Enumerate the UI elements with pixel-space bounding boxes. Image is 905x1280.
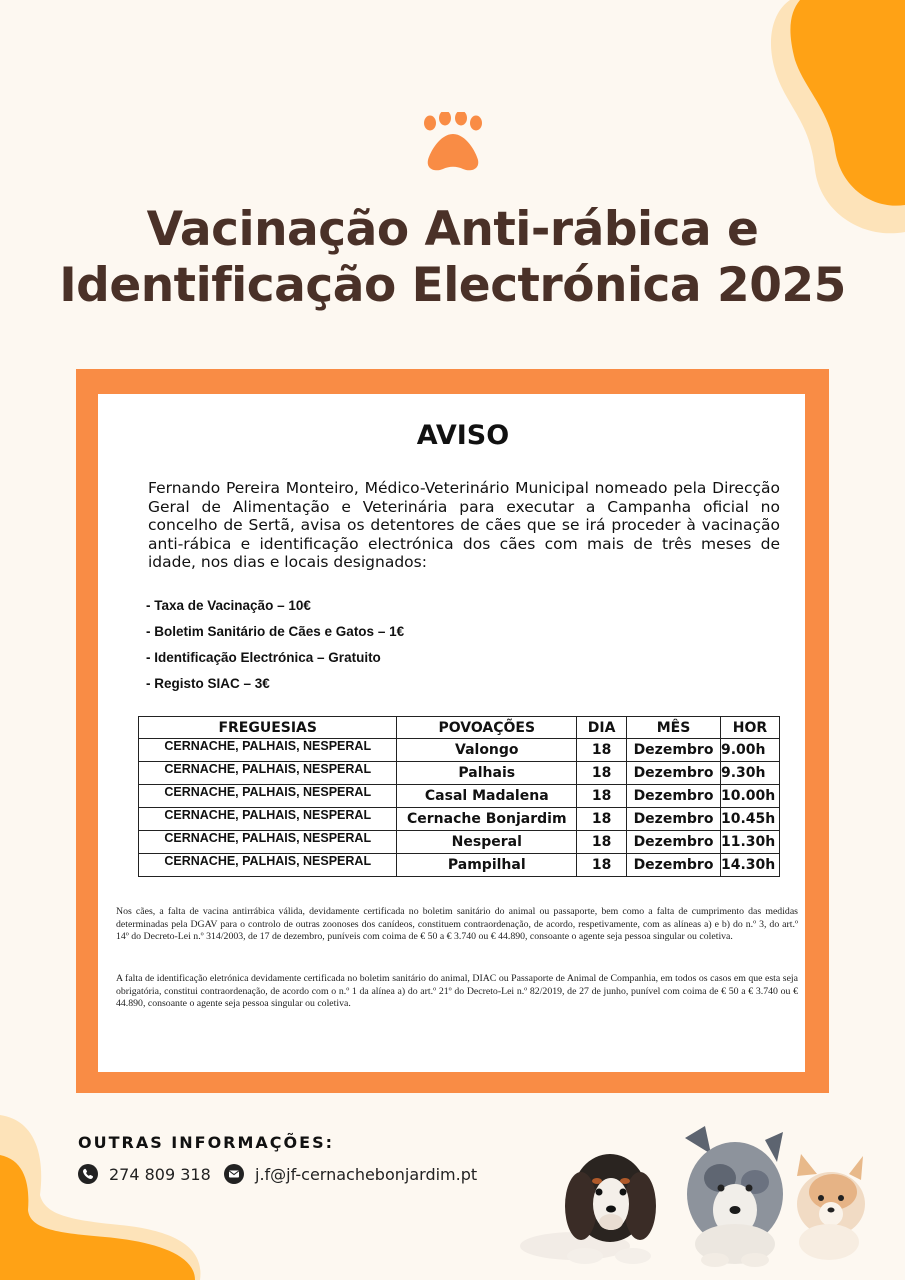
header-dia: DIA: [577, 717, 627, 739]
cell-mes: Dezembro: [627, 739, 721, 762]
cell-dia: 18: [577, 785, 627, 808]
legal-paragraph-vaccine: Nos cães, a falta de vacina antirrábica válida, devidamente certificada no boletim sanitário do animal ou passaporte, bem como a falta de cumprimento das medidas determinadas pela DGAV para o controlo de outras zoonoses dos canídeos, constituem contraordenação, de acordo, respetivamente, com as alíneas a) e b) do n.º 3, do art.º 14º do Decreto-Lei n.º 314/2003, de 17 de dezembro, puníveis com coima de € 50 a € 3.740 ou € 44.890, consoante o agente seja pessoa singular ou coletiva.: [116, 906, 798, 943]
cell-dia: 18: [577, 831, 627, 854]
table-row: [139, 739, 780, 762]
schedule-table: [138, 716, 780, 877]
cell-dia: 18: [577, 739, 627, 762]
fee-item: - Registo SIAC – 3€: [146, 676, 270, 691]
cell-dia: 18: [577, 762, 627, 785]
contact-heading: OUTRAS INFORMAÇÕES:: [78, 1133, 334, 1152]
email-address: j.f@jf-cernachebonjardim.pt: [255, 1164, 478, 1184]
phone-number: 274 809 318: [109, 1164, 211, 1184]
cell-hora: 14.30h: [721, 854, 780, 877]
table-row: [139, 854, 780, 877]
phone-contact[interactable]: [78, 1161, 211, 1187]
notice-intro: Fernando Pereira Monteiro, Médico-Veterinário Municipal nomeado pela Direcção Geral de Alimentação e Veterinária para executar a Campanha oficial no concelho de Sertã, avisa os detentores de cães que se irá proceder à vacinação anti-rábica e identificação electrónica dos cães com mais de três meses de idade, nos dias e locais designados:: [148, 479, 780, 571]
cell-freguesias: CERNACHE, PALHAIS, NESPERAL: [139, 739, 397, 762]
cell-freguesias: CERNACHE, PALHAIS, NESPERAL: [139, 831, 397, 854]
cell-dia: 18: [577, 808, 627, 831]
cell-mes: Dezembro: [627, 762, 721, 785]
cell-hora: 9.00h: [721, 739, 780, 762]
header-freguesias: FREGUESIAS: [139, 717, 397, 739]
cell-freguesias: CERNACHE, PALHAIS, NESPERAL: [139, 762, 397, 785]
phone-icon: [78, 1164, 98, 1184]
cell-hora: 10.45h: [721, 808, 780, 831]
dogs-photo: [515, 1118, 875, 1268]
fee-item: - Taxa de Vacinação – 10€: [146, 598, 311, 613]
page-title-line-2: Identificação Electrónica 2025: [59, 258, 846, 313]
cell-freguesias: CERNACHE, PALHAIS, NESPERAL: [139, 854, 397, 877]
fee-item: - Boletim Sanitário de Cães e Gatos – 1€: [146, 624, 405, 639]
fee-list: [146, 597, 566, 701]
cell-povoacao: Cernache Bonjardim: [397, 808, 577, 831]
email-contact[interactable]: [224, 1161, 477, 1187]
table-row: [139, 762, 780, 785]
page-title: [0, 202, 905, 314]
cell-freguesias: CERNACHE, PALHAIS, NESPERAL: [139, 808, 397, 831]
table-header-row: [139, 717, 780, 739]
cell-mes: Dezembro: [627, 785, 721, 808]
legal-paragraph-identification: A falta de identificação eletrónica devidamente certificada no boletim sanitário do animal, DIAC ou Passaporte de Animal de Companhia, em todos os casos em que esta seja obrigatória, constitui contraordenação, de acordo com o n.º 1 da alínea a) do art.º 21º do Decreto-Lei n.º 82/2019, de 27 de junho, punível com coima de € 50 a € 3.740 ou € 44.890, consoante o agente seja pessoa singular ou coletiva.: [116, 973, 798, 1010]
cell-povoacao: Valongo: [397, 739, 577, 762]
header-hora: HOR: [721, 717, 780, 739]
notice-heading: AVISO: [416, 420, 510, 451]
cell-freguesias: CERNACHE, PALHAIS, NESPERAL: [139, 785, 397, 808]
cell-dia: 18: [577, 854, 627, 877]
table-row: [139, 785, 780, 808]
cell-povoacao: Casal Madalena: [397, 785, 577, 808]
mail-icon: [224, 1164, 244, 1184]
table-row: [139, 831, 780, 854]
fee-item: - Identificação Electrónica – Gratuito: [146, 650, 381, 665]
cell-mes: Dezembro: [627, 854, 721, 877]
paw-icon: [416, 112, 490, 176]
cell-povoacao: Nesperal: [397, 831, 577, 854]
cell-povoacao: Pampilhal: [397, 854, 577, 877]
cell-mes: Dezembro: [627, 831, 721, 854]
cell-hora: 11.30h: [721, 831, 780, 854]
header-povoacoes: POVOAÇÕES: [397, 717, 577, 739]
header-mes: MÊS: [627, 717, 721, 739]
cell-mes: Dezembro: [627, 808, 721, 831]
cell-povoacao: Palhais: [397, 762, 577, 785]
table-row: [139, 808, 780, 831]
cell-hora: 10.00h: [721, 785, 780, 808]
cell-hora: 9.30h: [721, 762, 780, 785]
page-title-line-1: Vacinação Anti-rábica e: [146, 202, 759, 257]
